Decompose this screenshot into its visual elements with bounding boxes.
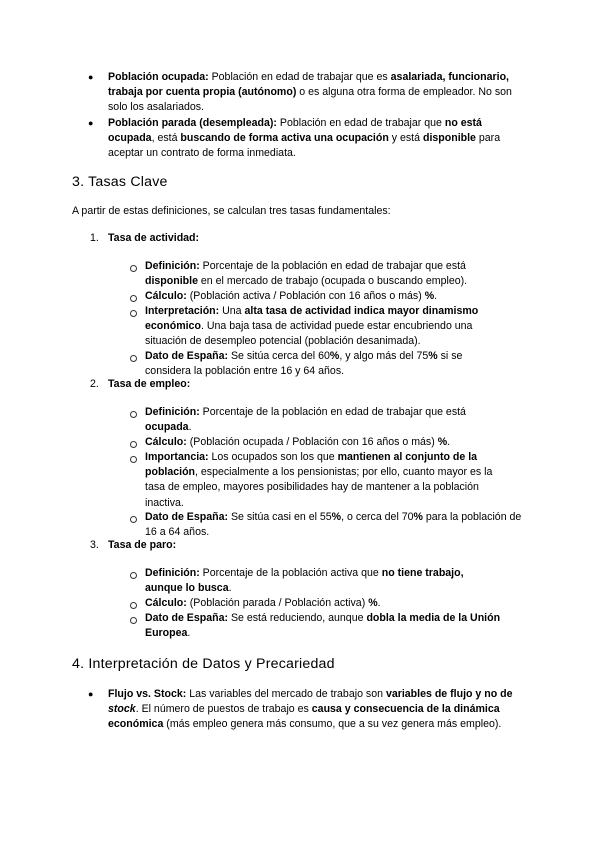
bold-text: % (331, 511, 342, 523)
text: (Población ocupada / Población con 16 años o más) (186, 436, 438, 448)
text: o es alguna otra forma de empleador. No son solo los asalariados. (108, 86, 512, 114)
bold-text: variables de flujo y no de (385, 688, 513, 700)
sub-item-definicion (145, 566, 501, 596)
list-number: 2. (90, 378, 99, 390)
bold-text: % (428, 350, 438, 362)
sub-item-definicion (145, 405, 501, 435)
bold-text: no tiene trabajo, aunque lo busca (145, 567, 464, 595)
bullet-flujo-stock (108, 687, 526, 733)
term-label: Dato de España: (145, 350, 229, 362)
text: , especialmente a los pensionistas; por ello, cuanto mayor es la tasa de empleo, mayores posibilidades hay de mantener a la población inactiva. (145, 466, 493, 509)
bold-text: % (329, 350, 340, 362)
sub-item-definicion (145, 259, 501, 289)
term-label: Dato de España: (145, 511, 229, 523)
bullet-dot: ● (88, 72, 94, 82)
term-label: Definición: (145, 260, 200, 272)
text: . (377, 597, 381, 609)
text: y está (388, 132, 423, 145)
sub-bullet-circle (130, 295, 137, 302)
bold-text: % (437, 436, 448, 448)
sub-bullet-circle (130, 310, 137, 317)
text: , está (151, 132, 181, 145)
term-label: Dato de España: (145, 612, 229, 624)
sub-item-calculo (145, 289, 501, 304)
bold-text: causa y consecuencia de la dinámica económica (108, 703, 500, 731)
sub-item-dato-espana (145, 349, 501, 379)
bold-text: % (368, 597, 378, 609)
sub-bullet-circle (130, 456, 137, 463)
section-4-heading: 4. Interpretación de Datos y Precariedad (72, 656, 335, 672)
text: si se considera la población entre 16 y 64 años. (145, 350, 463, 378)
bold-text: % (413, 511, 423, 523)
term-label: Población parada (desempleada): (108, 117, 277, 129)
section-3-intro: A partir de estas definiciones, se calculan tres tasas fundamentales: (72, 205, 391, 217)
text: Una (219, 305, 245, 317)
text: Población en edad de trabajar que es (208, 71, 391, 83)
text: . (187, 627, 191, 640)
term-label: Importancia: (145, 451, 209, 463)
bold-text: dobla la media de la Unión Europea (145, 612, 501, 640)
sub-bullet-circle (130, 265, 137, 272)
sub-item-calculo (145, 596, 501, 611)
text: para aceptar un contrato de forma inmediata. (108, 132, 501, 160)
tasa-empleo-title: Tasa de empleo: (108, 378, 191, 390)
bold-text: asalariada, funcionario, trabaja por cuenta propia (autónomo) (108, 71, 509, 99)
bold-text: mantienen al conjunto de la población (145, 451, 478, 479)
text: (más empleo genera más consumo, que a su vez genera más empleo). (163, 718, 502, 731)
sub-bullet-circle (130, 411, 137, 418)
text: Porcentaje de la población en edad de trabajar que está (199, 406, 466, 418)
text: (Población activa / Población con 16 años o más) (186, 290, 425, 302)
sub-bullet-circle (130, 617, 137, 624)
bold-text: alta tasa de actividad indica mayor dinamismo económico (145, 305, 479, 333)
text: . Una baja tasa de actividad puede estar encubriendo una situación de desempleo potencial (población desanimada). (145, 320, 473, 348)
list-number: 3. (90, 539, 99, 551)
text: Las variables del mercado de trabajo son (186, 688, 386, 700)
bold-text: disponible (422, 132, 476, 145)
text: . El número de puestos de trabajo es (135, 703, 312, 716)
list-number: 1. (90, 232, 99, 244)
text: Se está reduciendo, aunque (228, 612, 367, 624)
tasa-actividad-title: Tasa de actividad: (108, 232, 200, 244)
text: en el mercado de trabajo (ocupada o buscando empleo). (197, 275, 468, 288)
sub-item-calculo (145, 435, 501, 450)
text: , o cerca del 70 (341, 511, 414, 523)
text: . (434, 290, 438, 302)
sub-item-dato-espana (145, 611, 517, 641)
text: . (228, 582, 232, 595)
bold-text: % (424, 290, 435, 302)
term-label: Definición: (145, 406, 200, 418)
term-label: Interpretación: (145, 305, 220, 317)
text: Se sitúa cerca del 60 (228, 350, 330, 362)
term-label: Población ocupada: (108, 71, 209, 83)
text: Porcentaje de la población activa que (199, 567, 382, 579)
term-label: Cálculo: (145, 436, 187, 448)
sub-item-importancia (145, 450, 501, 511)
text: para la población de 16 a 64 años. (145, 511, 522, 539)
bold-text: no está ocupada (108, 117, 482, 145)
sub-bullet-circle (130, 572, 137, 579)
sub-bullet-circle (130, 355, 137, 362)
text: Porcentaje de la población en edad de trabajar que está (199, 260, 466, 272)
term-label: Flujo vs. Stock: (108, 688, 187, 700)
sub-item-interpretacion (145, 304, 501, 350)
term-label: Cálculo: (145, 597, 187, 609)
bullet-dot: ● (88, 689, 94, 699)
bullet-poblacion-ocupada (108, 70, 518, 116)
text: Población en edad de trabajar que (276, 117, 445, 129)
bold-text: disponible (145, 275, 198, 288)
text: . (447, 436, 451, 448)
bold-text: ocupada (145, 421, 189, 434)
sub-bullet-circle (130, 516, 137, 523)
text: Se sitúa casi en el 55 (228, 511, 332, 523)
term-label: Definición: (145, 567, 200, 579)
sub-bullet-circle (130, 602, 137, 609)
section-3-heading: 3. Tasas Clave (72, 174, 168, 190)
text: Los ocupados son los que (208, 451, 338, 463)
tasa-paro-title: Tasa de paro: (108, 539, 177, 551)
bold-text: buscando de forma activa una ocupación (180, 132, 389, 145)
bold-italic-text: stock (108, 703, 136, 716)
text: . (188, 421, 192, 434)
text: (Población parada / Población activa) (186, 597, 369, 609)
bullet-dot: ● (88, 118, 94, 128)
term-label: Cálculo: (145, 290, 187, 302)
text: , y algo más del 75 (339, 350, 429, 362)
sub-item-dato-espana (145, 510, 525, 540)
sub-bullet-circle (130, 441, 137, 448)
bullet-poblacion-parada (108, 116, 520, 162)
